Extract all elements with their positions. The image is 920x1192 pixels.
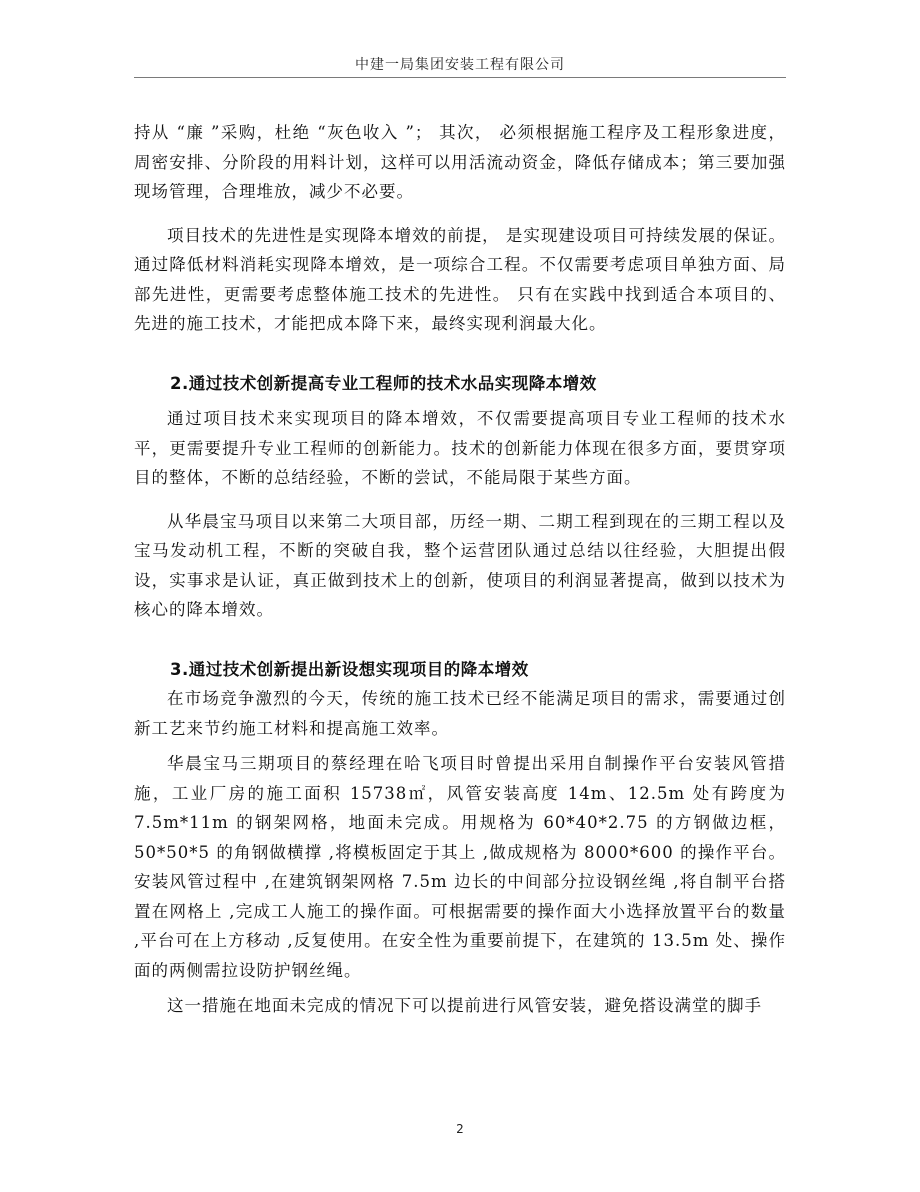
document-body <box>134 118 786 1021</box>
header-divider <box>134 77 786 78</box>
paragraph-procurement-continued: 持从 “廉 ”采购，杜绝 “灰色收入 ”； 其次， 必须根据施工程序及工程形象进度，周密安排、分阶段的用料计划，这样可以用活流动资金，降低存储成本；第三要加强现场管理，合理堆放，减少不必要。 <box>134 123 786 201</box>
page-number: 2 <box>456 1122 464 1136</box>
section-heading-2: 2.通过技术创新提高专业工程师的技术水品实现降本增效 <box>170 373 597 393</box>
paragraph-market-competition: 在市场竞争激烈的今天，传统的施工技术已经不能满足项目的需求，需要通过创新工艺来节约施工材料和提高施工效率。 <box>134 689 786 738</box>
paragraph-technical-advancement: 项目技术的先进性是实现降本增效的前提， 是实现建设项目可持续发展的保证。通过降低材料消耗实现降本增效，是一项综合工程。不仅需要考虑项目单独方面、局部先进性，更需要考虑整体施工技术的先进性。 只有在实践中找到适合本项目的、先进的施工技术，才能把成本降下来，最终实现利润最大化。 <box>134 225 786 333</box>
paragraph-operation-platform: 华晨宝马三期项目的蔡经理在哈飞项目时曾提出采用自制操作平台安装风管措施，工业厂房的施工面积 15738㎡，风管安装高度 14m、12.5m 处有跨度为 7.5m*11m 的钢架网格，地面未完成。用规格为 60*40*2.75 的方钢做边框， 50*50*5 的角钢做横撑 ,将模板固定于其上 ,做成规格为 8000*600 的操作平台。安装风管过程中 ,在建筑钢架网格 7.5m 边长的中间部分拉设钢丝绳 ,将自制平台搭置在网格上 ,完成工人施工的操作面。可根据需要的操作面大小选择放置平台的数量 ,平台可在上方移动 ,反复使用。在安全性为重要前提下，在建筑的 13.5m 处、操作面的两侧需拉设防护钢丝绳。 <box>134 754 786 980</box>
paragraph-measure-benefit: 这一措施在地面未完成的情况下可以提前进行风管安装，避免搭设满堂的脚手 <box>167 996 762 1015</box>
page-header-company: 中建一局集团安装工程有限公司 <box>355 57 565 73</box>
section-heading-3: 3.通过技术创新提出新设想实现项目的降本增效 <box>170 659 529 679</box>
paragraph-engineer-innovation: 通过项目技术来实现项目的降本增效，不仅需要提高项目专业工程师的技术水平，更需要提升专业工程师的创新能力。技术的创新能力体现在很多方面，要贯穿项目的整体，不断的总结经验，不断的尝试，不能局限于某些方面。 <box>134 409 786 487</box>
paragraph-bmw-project: 从华晨宝马项目以来第二大项目部，历经一期、二期工程到现在的三期工程以及宝马发动机工程，不断的突破自我，整个运营团队通过总结以往经验，大胆提出假设，实事求是认证，真正做到技术上的创新，使项目的利润显著提高，做到以技术为核心的降本增效。 <box>134 511 786 619</box>
